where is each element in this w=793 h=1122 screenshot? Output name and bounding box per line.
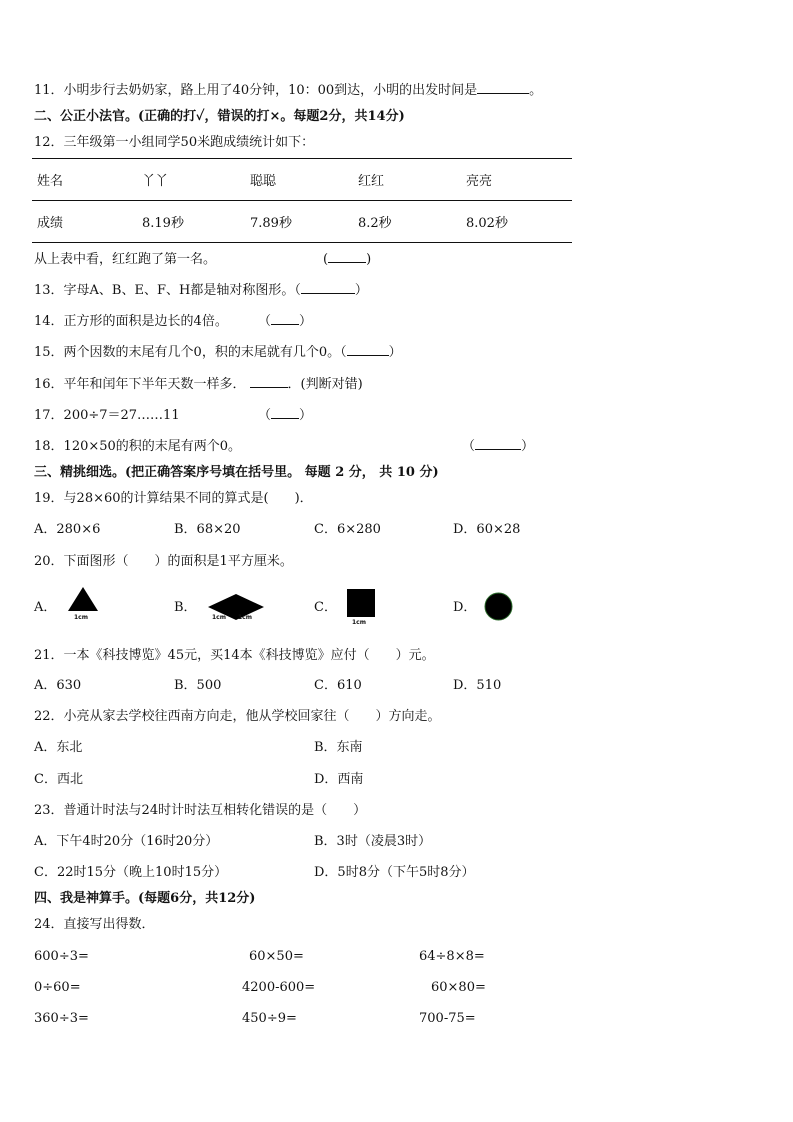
calc-item[interactable]: 60×50=: [249, 949, 304, 964]
table-cell: 红红: [353, 159, 461, 201]
table-cell: 8.19秒: [142, 216, 184, 231]
table-cell: 成绩: [37, 216, 64, 231]
question-12-intro: 12．三年级第一小组同学50米跑成绩统计如下：: [34, 135, 315, 150]
option-a[interactable]: A．东北: [34, 740, 83, 755]
question-18: 18．120×50的积的末尾有两个0。: [34, 439, 242, 454]
unit-label: 1cm: [74, 614, 88, 621]
option-b[interactable]: B．东南: [314, 740, 363, 755]
question-24: 24．直接写出得数．: [34, 917, 155, 932]
option-a[interactable]: A．630: [34, 678, 82, 693]
table-cell: 8.02秒: [466, 216, 508, 231]
unit-label: 1cm: [238, 614, 252, 621]
unit-label: 1cm: [352, 619, 366, 626]
option-a[interactable]: A．: [34, 600, 57, 615]
calc-item[interactable]: 450÷9=: [242, 1011, 297, 1026]
option-c[interactable]: C．6×280: [314, 522, 381, 537]
option-d[interactable]: D．510: [453, 678, 502, 693]
calc-item[interactable]: 0÷60=: [34, 980, 81, 995]
option-b[interactable]: B．68×20: [174, 522, 241, 537]
question-13: 13．字母A、B、E、F、H都是轴对称图形。（ ）: [34, 283, 368, 298]
question-16: 16．平年和闰年下半年天数一样多． ．(判断对错): [34, 377, 363, 392]
question-22: 22．小亮从家去学校往西南方向走，他从学校回家往（ ）方向走。: [34, 709, 441, 724]
option-b[interactable]: B．: [174, 600, 197, 615]
answer-blank[interactable]: [250, 387, 288, 388]
question-19: 19．与28×60的计算结果不同的算式是( )．: [34, 491, 313, 506]
table-row: [32, 159, 572, 201]
question-11: 11．小明步行去奶奶家，路上用了40分钟，10：00到达，小明的出发时间是 。: [34, 83, 543, 98]
calc-item[interactable]: 360÷3=: [34, 1011, 89, 1026]
question-20: 20．下面图形（ ）的面积是1平方厘米。: [34, 554, 293, 569]
unit-label: 1cm: [212, 614, 226, 621]
score-table: [32, 158, 572, 243]
option-d[interactable]: D．60×28: [453, 522, 521, 537]
answer-paren[interactable]: （ ）: [340, 345, 402, 360]
answer-paren[interactable]: （ ）: [258, 408, 313, 423]
answer-paren[interactable]: （ ）: [258, 314, 313, 329]
answer-paren[interactable]: （ ）: [294, 283, 368, 298]
table-row: [32, 201, 572, 243]
table-cell: 7.89秒: [250, 216, 292, 231]
option-b[interactable]: B．500: [174, 678, 222, 693]
section-4-title: 四、我是神算手。(每题6分，共12分): [34, 891, 256, 906]
table-cell: 8.2秒: [358, 216, 392, 231]
circle-shape[interactable]: [484, 592, 513, 621]
question-14: 14．正方形的面积是边长的4倍。: [34, 314, 228, 329]
calc-item[interactable]: 4200-600=: [242, 980, 316, 995]
calc-item[interactable]: 600÷3=: [34, 949, 89, 964]
section-2-title: 二、公正小法官。(正确的打✓，错误的打×。每题2分，共14分): [34, 109, 405, 124]
question-17: 17．200÷7＝27……11: [34, 408, 180, 423]
option-a[interactable]: A．下午4时20分（16时20分）: [34, 834, 219, 849]
question-23: 23．普通计时法与24时计时法互相转化错误的是（ ）: [34, 803, 367, 818]
option-c[interactable]: C．22时15分（晚上10时15分）: [34, 865, 228, 880]
calc-item[interactable]: 60×80=: [431, 980, 486, 995]
table-cell: 聪聪: [245, 159, 353, 201]
triangle-shape[interactable]: [68, 587, 98, 611]
question-12-statement: 从上表中看，红红跑了第一名。: [34, 252, 217, 267]
question-15: 15．两个因数的末尾有几个0，积的末尾就有几个0。（ ）: [34, 345, 402, 360]
option-d[interactable]: D．: [453, 600, 477, 615]
calc-item[interactable]: 700-75=: [419, 1011, 476, 1026]
table-cell: 丫丫: [137, 159, 245, 201]
answer-blank[interactable]: [477, 93, 529, 94]
question-21: 21．一本《科技博览》45元，买14本《科技博览》应付（ ）元。: [34, 648, 435, 663]
table-cell: 姓名: [32, 159, 137, 201]
answer-paren[interactable]: ( ): [323, 252, 372, 267]
section-3-title: 三、精挑细选。(把正确答案序号填在括号里。 每题 2 分， 共 10 分): [34, 465, 439, 480]
option-c[interactable]: C．: [314, 600, 337, 615]
square-shape[interactable]: [347, 589, 375, 617]
option-a[interactable]: A．280×6: [34, 522, 101, 537]
answer-paren[interactable]: （ ）: [462, 439, 535, 454]
option-b[interactable]: B．3时（凌晨3时）: [314, 834, 432, 849]
option-c[interactable]: C．610: [314, 678, 362, 693]
calc-item[interactable]: 64÷8×8=: [419, 949, 485, 964]
option-d[interactable]: D．5时8分（下午5时8分）: [314, 865, 475, 880]
table-cell: 亮亮: [461, 159, 572, 201]
option-c[interactable]: C．西北: [34, 772, 83, 787]
option-d[interactable]: D．西南: [314, 772, 364, 787]
